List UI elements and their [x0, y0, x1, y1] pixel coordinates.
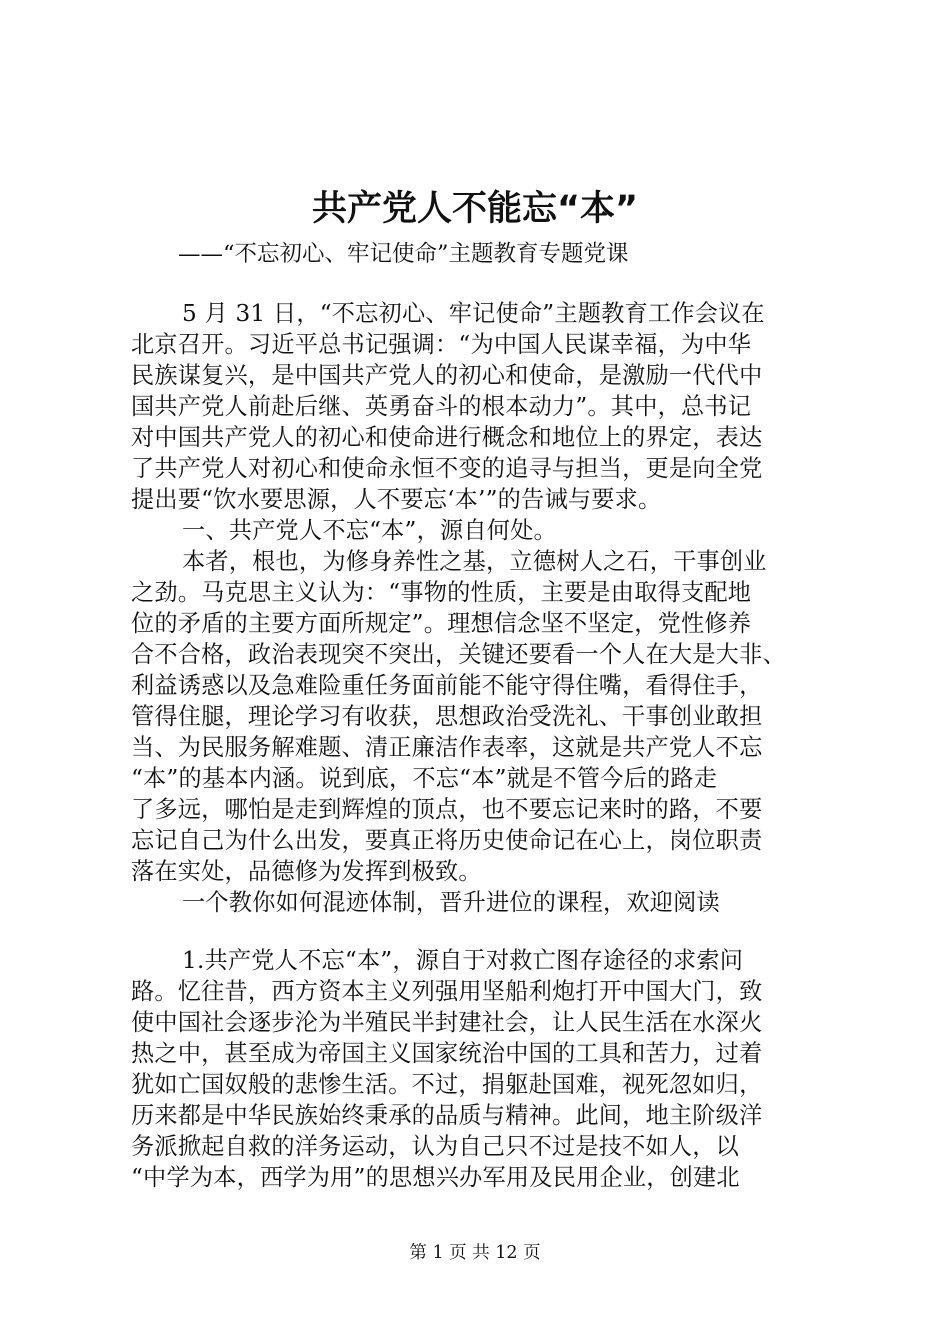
- paragraph-line: “中学为本，西学为用”的思想兴办军用及民用企业，创建北: [131, 1164, 740, 1191]
- document-subtitle: ——“不忘初心、牢记使命”主题教育专题党课: [178, 241, 629, 267]
- paragraph-line: 1.共产党人不忘“本”，源自于对救亡图存途径的求索问: [182, 947, 744, 974]
- paragraph-line: 犹如亡国奴般的悲惨生活。不过，捐躯赴国难，视死忽如归，: [131, 1071, 763, 1098]
- paragraph-line: 民族谋复兴，是中国共产党人的初心和使命，是激励一代代中: [131, 362, 763, 389]
- paragraph-line: 合不合格，政治表现突不突出，关键还要看一个人在大是大非、: [131, 641, 786, 668]
- paragraph-line: 本者，根也，为修身养性之基，立德树人之石，干事创业: [182, 548, 767, 575]
- paragraph-line: 对中国共产党人的初心和使命进行概念和地位上的界定，表达: [131, 424, 763, 451]
- paragraph-line: 提出要“饮水要思源，人不要忘‘本’”的告诫与要求。: [131, 486, 662, 513]
- paragraph-line: 利益诱惑以及急难险重任务面前能不能守得住嘴，看得住手，: [131, 672, 763, 699]
- paragraph-line: 务派掀起自救的洋务运动，认为自己只不过是技不如人，以: [131, 1133, 740, 1160]
- paragraph-line: 路。忆往昔，西方资本主义列强用坚船利炮打开中国大门，致: [131, 978, 763, 1005]
- paragraph-line: 使中国社会逐步沦为半殖民半封建社会，让人民生活在水深火: [131, 1009, 763, 1036]
- paragraph-line: 5 月 31 日，“不忘初心、牢记使命”主题教育工作会议在: [182, 300, 765, 327]
- document-title: 共产党人不能忘“本”: [311, 189, 638, 229]
- paragraph-line: 国共产党人前赴后继、英勇奋斗的根本动力”。其中，总书记: [131, 393, 752, 420]
- paragraph-line: 历来都是中华民族始终秉承的品质与精神。此间，地主阶级洋: [131, 1102, 763, 1129]
- paragraph-line: 管得住腿，理论学习有收获，思想政治受洗礼、干事创业敢担: [131, 703, 763, 730]
- paragraph-line: 了共产党人对初心和使命永恒不变的追寻与担当，更是向全党: [131, 455, 763, 482]
- paragraph-line: 当、为民服务解难题、清正廉洁作表率，这就是共产党人不忘: [131, 734, 763, 761]
- paragraph-line: 忘记自己为什么出发，要真正将历史使命记在心上，岗位职责: [131, 827, 763, 854]
- paragraph-line: “本”的基本内涵。说到底，不忘“本”就是不管今后的路走: [131, 765, 718, 792]
- paragraph-line: 落在实处，品德修为发挥到极致。: [131, 858, 482, 885]
- paragraph-line: 之劲。马克思主义认为：“事物的性质，主要是由取得支配地: [131, 579, 752, 606]
- paragraph-line: 位的矛盾的主要方面所规定”。理想信念坚不坚定，党性修养: [131, 610, 752, 637]
- paragraph-line: 热之中，甚至成为帝国主义国家统治中国的工具和苦力，过着: [131, 1040, 763, 1067]
- paragraph-line: 北京召开。习近平总书记强调：“为中国人民谋幸福，为中华: [131, 331, 752, 358]
- page-number-footer: 第 1 页 共 12 页: [409, 1243, 541, 1263]
- section-heading: 一、共产党人不忘“本”，源自何处。: [182, 517, 557, 544]
- promo-line: 一个教你如何混迹体制，晋升进位的课程，欢迎阅读: [182, 889, 720, 916]
- paragraph-line: 了多远，哪怕是走到辉煌的顶点，也不要忘记来时的路，不要: [131, 796, 763, 823]
